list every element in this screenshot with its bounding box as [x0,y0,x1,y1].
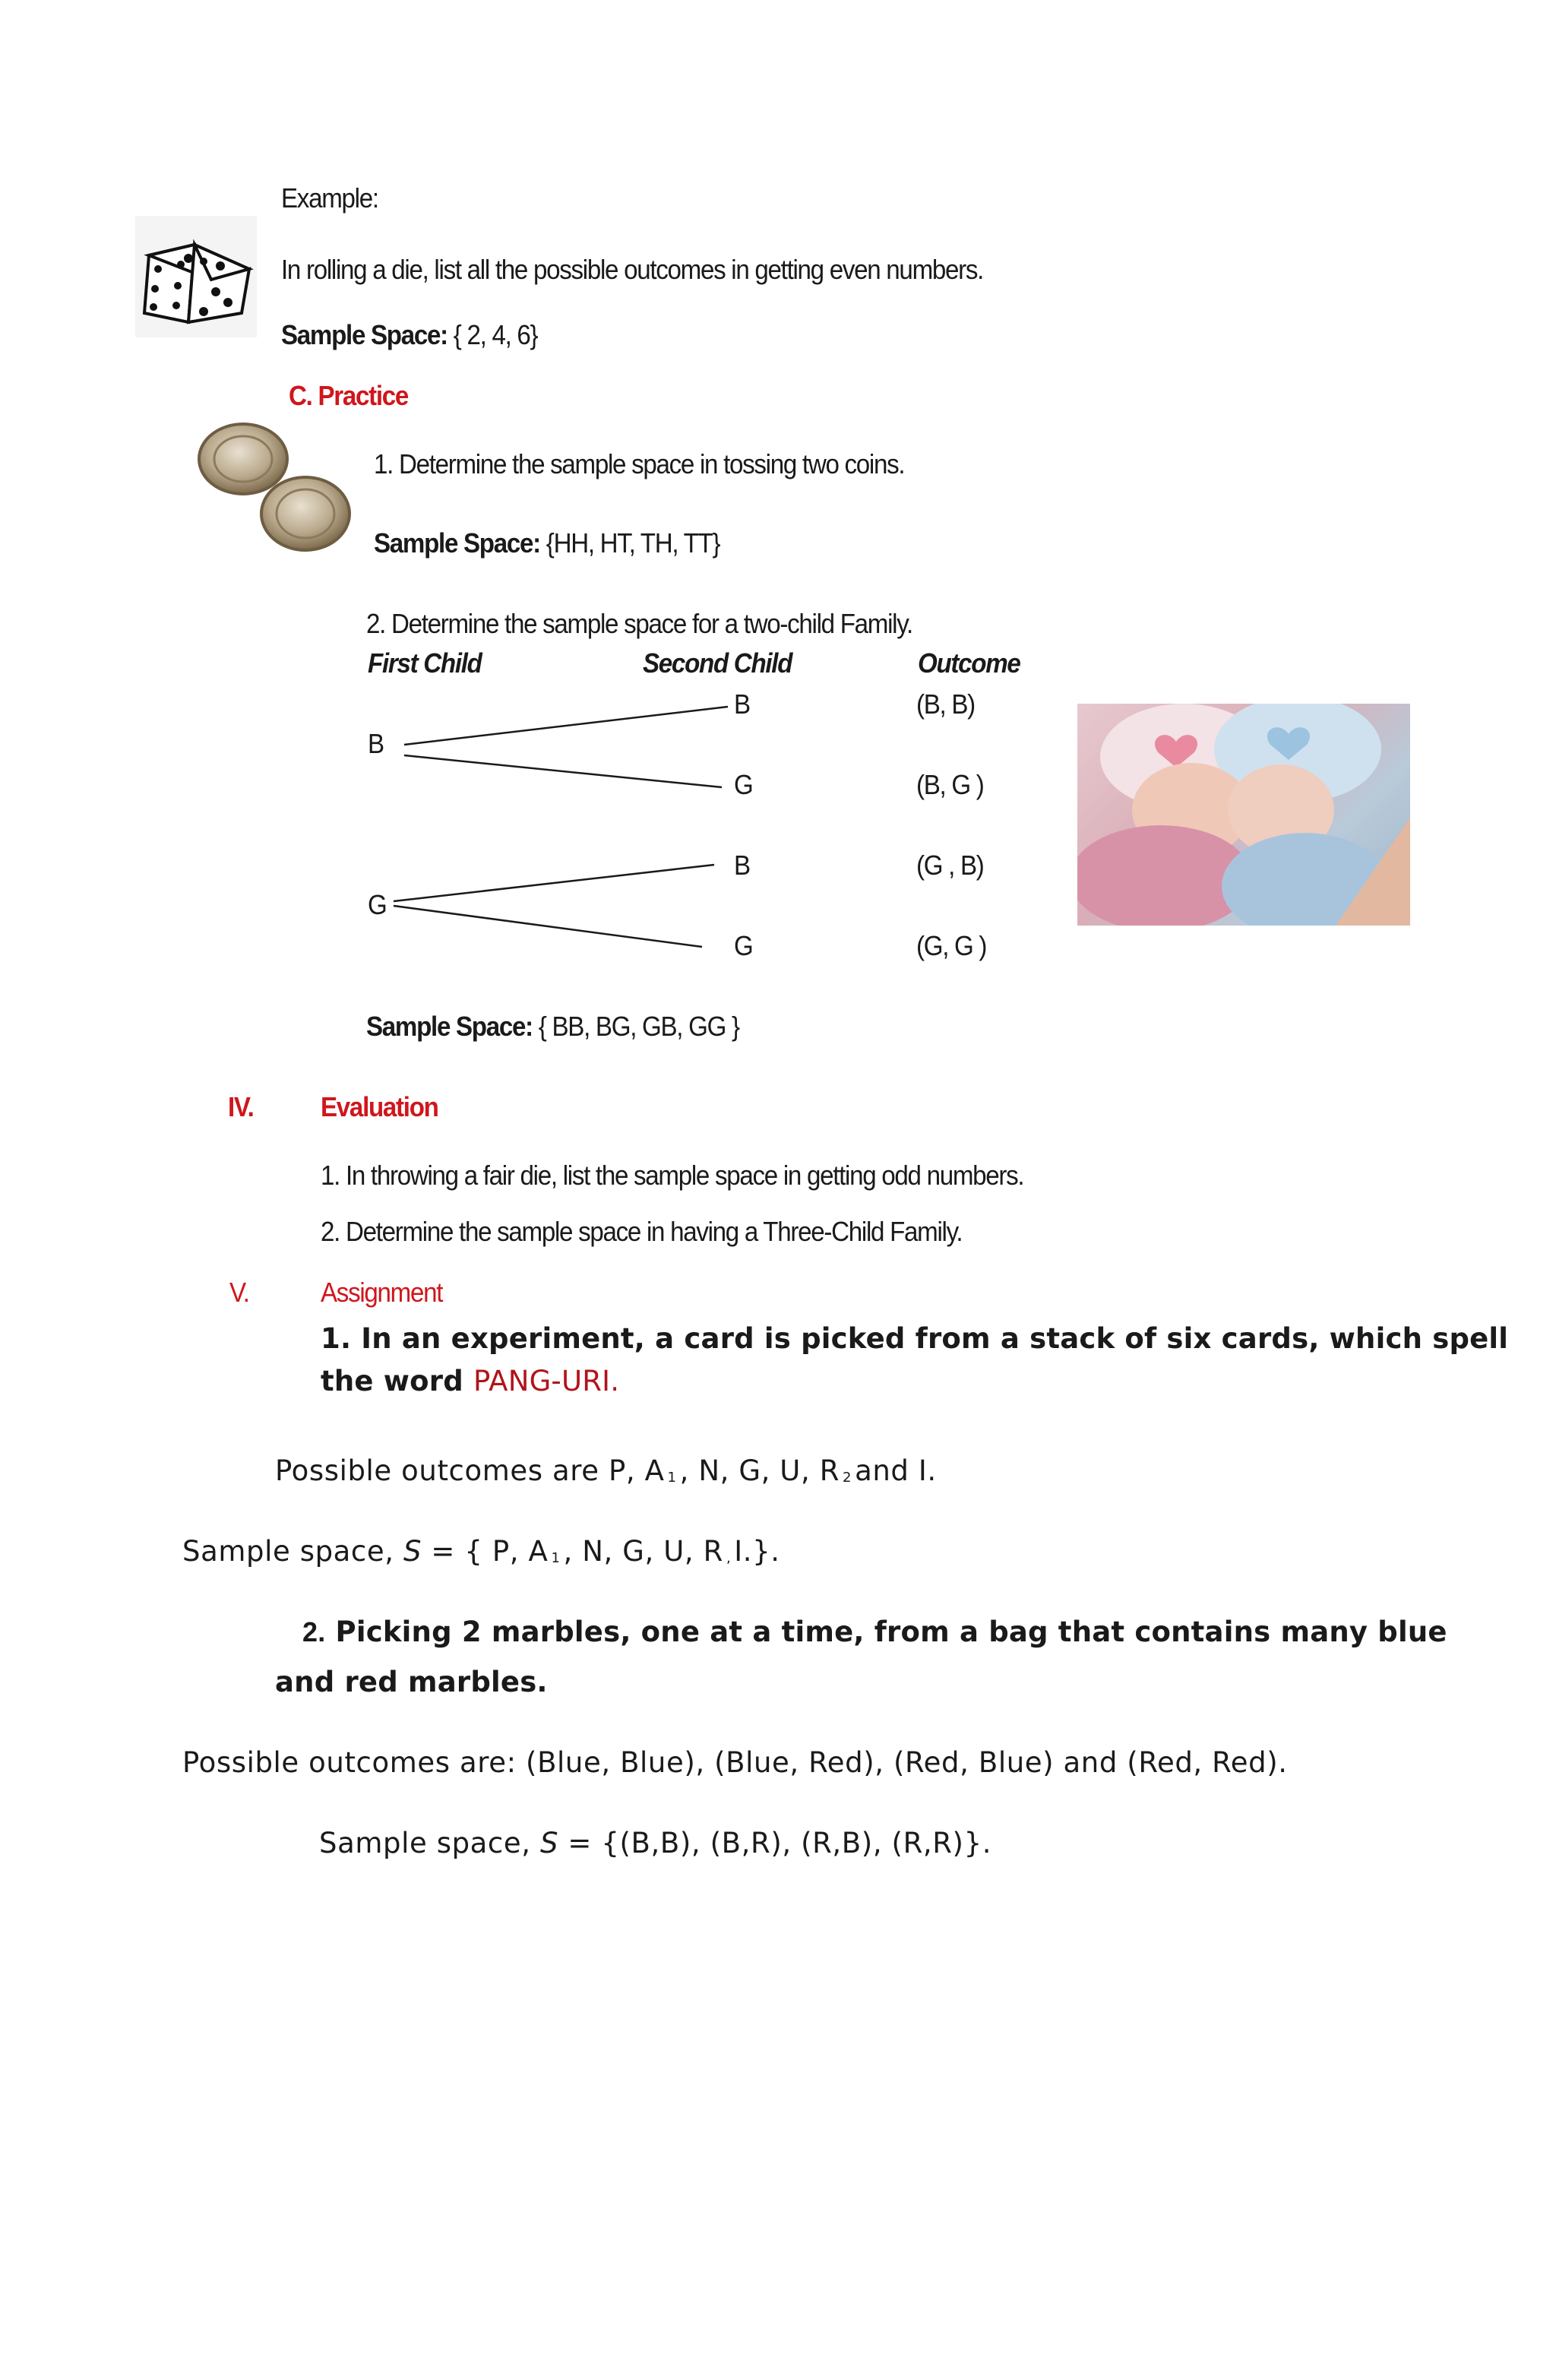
branch-g-g [394,906,702,947]
practice-item-2-sample-space [366,1011,739,1043]
sample-space-value: { 2, 4, 6} [453,319,538,350]
evaluation-item-1: 1. In throwing a fair die, list the sample space in getting odd numbers. [321,1160,1024,1191]
branch-b-g [404,755,722,787]
second-child-3: B [734,850,750,881]
practice-item-1-sample-space [374,527,719,559]
assignment-q1-sample-space: Sample space, S = { P, A 1 , N, G, U, R , I.}. [182,1535,780,1568]
column-first-child: First Child [368,647,482,679]
sample-space-label: Sample Space: [366,1011,533,1042]
die-image [135,216,257,337]
column-outcome: Outcome [918,647,1020,679]
evaluation-heading: Evaluation [321,1091,438,1122]
evaluation-item-2: 2. Determine the sample space in having a Three-Child Family. [321,1216,963,1247]
assignment-q1-line1: 1. In an experiment, a card is picked from a stack of six cards, which spell [321,1322,1509,1355]
branch-g-b [394,865,714,901]
practice-item-1: 1. Determine the sample space in tossing two coins. [374,448,905,479]
assignment-q2-line1: 2. Picking 2 marbles, one at a time, from a bag that contains many blue [302,1616,1447,1648]
example-prompt: In rolling a die, list all the possible outcomes in getting even numbers. [281,254,984,285]
evaluation-numeral: IV. [228,1091,254,1122]
outcome-4: (G, G ) [916,930,987,961]
set-symbol-s: S [403,1535,422,1568]
sample-space-value: {HH, HT, TH, TT} [546,527,720,559]
assignment-heading: Assignment [321,1277,443,1308]
outcome-1: (B, B) [916,688,975,720]
first-child-b: B [368,728,384,759]
assignment-q1-outcomes: Possible outcomes are P, A 1 , N, G, U, R 2 and I. [275,1454,937,1487]
sample-space-label: Sample Space: [374,527,540,559]
sample-space-label: Sample Space: [281,319,448,350]
assignment-q1-line2: the word PANG-URI. [321,1365,620,1397]
assignment-q2-outcomes: Possible outcomes are: (Blue, Blue), (Blue, Red), (Red, Blue) and (Red, Red). [182,1746,1288,1779]
pang-uri-word: PANG-URI. [473,1365,620,1397]
babies-photo [1077,704,1410,926]
example-sample-space [281,319,537,351]
outcome-2: (B, G ) [916,769,984,800]
first-child-g: G [368,889,387,920]
practice-item-2: 2. Determine the sample space for a two-child Family. [366,608,912,639]
second-child-4: G [734,930,753,961]
second-child-1: B [734,688,750,720]
assignment-q2-line2: and red marbles. [275,1666,548,1698]
assignment-numeral: V. [229,1277,249,1308]
coins-image [194,419,354,556]
practice-heading: C. Practice [289,380,409,411]
outcome-3: (G , B) [916,850,984,881]
assignment-q2-sample-space: Sample space, S = {(B,B), (B,R), (R,B), (R,R)}. [319,1827,992,1859]
column-second-child: Second Child [643,647,792,679]
example-heading: Example: [281,182,378,214]
set-symbol-s: S [539,1827,559,1859]
sample-space-value: { BB, BG, GB, GG } [538,1011,739,1042]
branch-b-b [404,707,728,745]
second-child-2: G [734,769,753,800]
